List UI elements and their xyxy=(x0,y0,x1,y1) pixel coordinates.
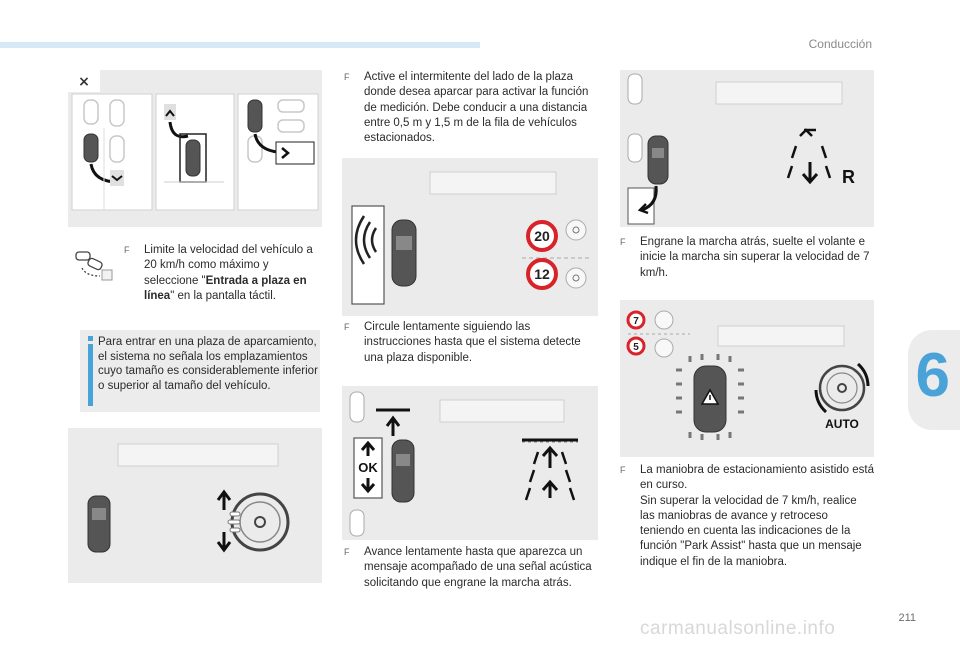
bullet-marker: F xyxy=(344,72,350,82)
bullet-marker: F xyxy=(124,245,130,255)
message-area xyxy=(430,172,556,194)
info-box xyxy=(80,330,320,412)
car-icon xyxy=(88,496,110,552)
space-found-illustration xyxy=(342,386,598,540)
steering-guidance-illustration xyxy=(68,428,322,583)
chapter-number: 6 xyxy=(915,341,950,410)
step-text: Active el intermitente del lado de la plaza donde desea aparcar para activar la función de medición. Debe conducir a una distancia entre 0,5 m y 1,5 m de la fila de vehículos estacionados. xyxy=(364,71,589,145)
step-text: Avance lentamente hasta que aparezca un mensaje acompañado de una señal acústica solicitando que engrane la marcha atrás. xyxy=(364,546,592,589)
step-text: Engrane la marcha atrás, suelte el volante e inicie la marcha sin superar la velocidad de 7 km/h. xyxy=(640,236,870,279)
speed-bottom: 5 xyxy=(633,342,639,353)
watermark: carmanualsonline.info xyxy=(640,618,836,639)
car-icon xyxy=(392,440,414,502)
step-maneuver-in-progress xyxy=(620,463,874,570)
car-icon xyxy=(392,220,416,286)
step-activate-indicator xyxy=(344,70,598,146)
bullet-marker: F xyxy=(344,322,350,332)
step-engage-reverse xyxy=(620,235,874,281)
auto-steering-wheel-icon xyxy=(816,364,868,412)
figure-reverse-gear xyxy=(620,70,874,227)
reverse-gear-label: R xyxy=(842,167,855,187)
figure-auto-maneuver xyxy=(620,300,874,457)
speed-guidance-illustration xyxy=(342,158,598,316)
parking-modes-illustration xyxy=(68,70,322,227)
step-continuation: Sin superar la velocidad de 7 km/h, realice las maniobras de avance y retroceso teniendo en cuenta las indicaciones de la función "Park Assist" hasta que un mensaje indique el fin de la maniobra. xyxy=(640,494,862,568)
car-icon xyxy=(648,136,668,184)
steering-wheel-icon xyxy=(228,494,288,550)
step-limit-speed xyxy=(124,243,324,304)
message-area xyxy=(440,400,564,422)
figure-parking-modes xyxy=(68,70,322,227)
step-text: Circule lentamente siguiendo las instrucciones hasta que el sistema detecte una plaza disponible. xyxy=(364,321,581,364)
arrow-up-icon xyxy=(218,492,230,510)
speed-bottom: 12 xyxy=(534,266,550,282)
auto-maneuver-illustration xyxy=(620,300,874,457)
step-text-bold: Entrada a plaza en línea xyxy=(144,274,307,302)
page-number: 211 xyxy=(898,612,916,624)
arrow-up-icon xyxy=(387,418,399,436)
figure-steering-wheel xyxy=(68,428,322,583)
message-area xyxy=(716,82,842,104)
auto-label: AUTO xyxy=(825,417,859,431)
step-text-end: " en la pantalla táctil. xyxy=(170,289,276,302)
section-title: Conducción xyxy=(808,37,872,51)
figure-space-found xyxy=(342,386,598,540)
ok-label: OK xyxy=(358,460,378,475)
bullet-marker: F xyxy=(620,237,626,247)
arrow-down-icon xyxy=(218,532,230,550)
step-drive-slowly xyxy=(344,320,598,366)
bullet-marker: F xyxy=(344,547,350,557)
info-text: Para entrar en una plaza de aparcamiento, el sistema no señala los emplazamientos cuyo tamaño es considerablemente inferior o superior al tamaño del vehículo. xyxy=(98,336,318,392)
step-text: La maniobra de estacionamiento asistido está en curso. xyxy=(640,464,874,492)
step-advance-slowly xyxy=(344,545,598,591)
figure-speed-guidance xyxy=(342,158,598,316)
step-text: Limite la velocidad del vehículo a 20 km/h como máximo y seleccione " xyxy=(144,244,313,287)
message-area xyxy=(718,326,844,346)
speed-top: 20 xyxy=(534,228,550,244)
parallel-parking-small-icon xyxy=(74,248,114,282)
reverse-gear-illustration xyxy=(620,70,874,227)
speed-top: 7 xyxy=(633,316,639,327)
close-icon: × xyxy=(78,74,90,90)
bullet-marker: F xyxy=(620,465,626,475)
arrow-down-icon xyxy=(803,162,817,182)
message-area xyxy=(118,444,278,466)
header-accent-bar xyxy=(0,42,480,48)
